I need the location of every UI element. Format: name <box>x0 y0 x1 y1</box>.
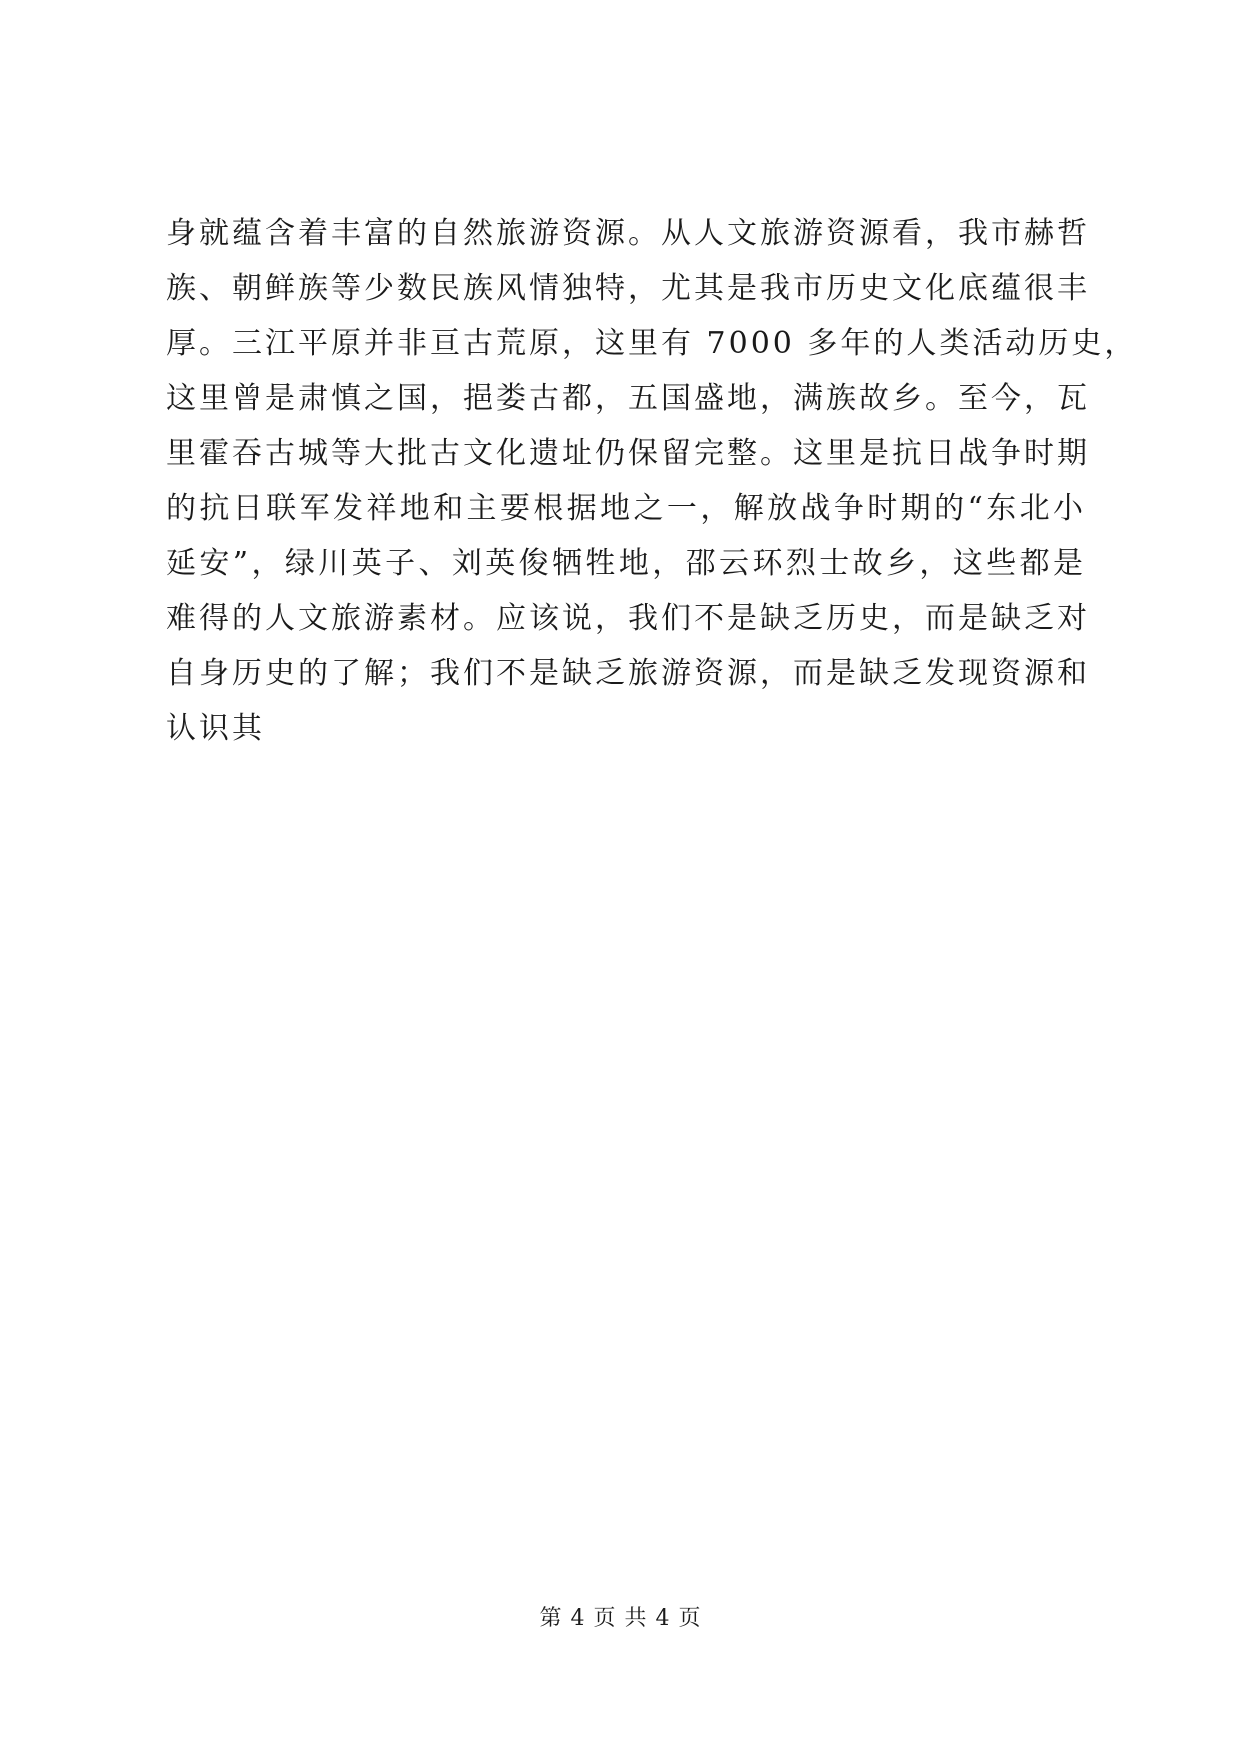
text-line: 延安”，绿川英子、刘英俊牺牲地，邵云环烈士故乡，这些都是 <box>166 546 1086 581</box>
text-line: 这里曾是肃慎之国，挹娄古都，五国盛地，满族故乡。至今，瓦 <box>166 381 1090 416</box>
page-footer <box>0 1604 1241 1634</box>
text-line: 自身历史的了解；我们不是缺乏旅游资源，而是缺乏发现资源和 <box>166 656 1090 691</box>
text-line: 的抗日联军发祥地和主要根据地之一，解放战争时期的“东北小 <box>166 491 1086 526</box>
text-line: 身就蕴含着丰富的自然旅游资源。从人文旅游资源看，我市赫哲 <box>166 216 1090 251</box>
text-line: 里霍吞古城等大批古文化遗址仍保留完整。这里是抗日战争时期 <box>166 436 1090 471</box>
body-paragraph <box>166 206 1138 756</box>
text-line: 难得的人文旅游素材。应该说，我们不是缺乏历史，而是缺乏对 <box>166 601 1090 636</box>
text-line: 认识其 <box>166 711 265 746</box>
text-line: 厚。三江平原并非亘古荒原，这里有 7000 多年的人类活动历史， <box>166 326 1138 361</box>
page-number-label: 第 4 页 共 4 页 <box>539 1606 702 1631</box>
text-line: 族、朝鲜族等少数民族风情独特，尤其是我市历史文化底蕴很丰 <box>166 271 1090 306</box>
